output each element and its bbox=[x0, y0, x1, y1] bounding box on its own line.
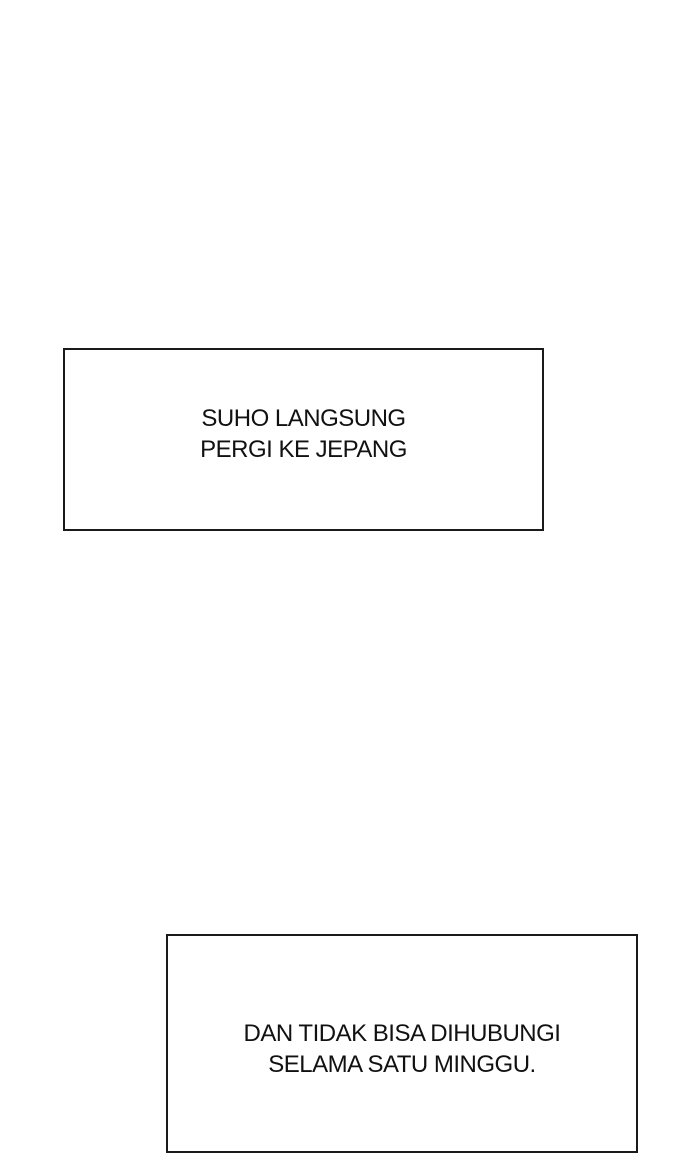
narration-text-1 bbox=[200, 403, 407, 465]
narration-box-2 bbox=[166, 934, 638, 1153]
narration-line: DAN TIDAK BISA DIHUBUNGI bbox=[243, 1019, 561, 1047]
narration-line: SUHO LANGSUNG bbox=[201, 404, 406, 432]
narration-line: SELAMA SATU MINGGU. bbox=[268, 1050, 536, 1078]
narration-text-2 bbox=[244, 1018, 561, 1080]
narration-box-1 bbox=[63, 348, 544, 531]
narration-line: PERGI KE JEPANG bbox=[200, 435, 407, 463]
